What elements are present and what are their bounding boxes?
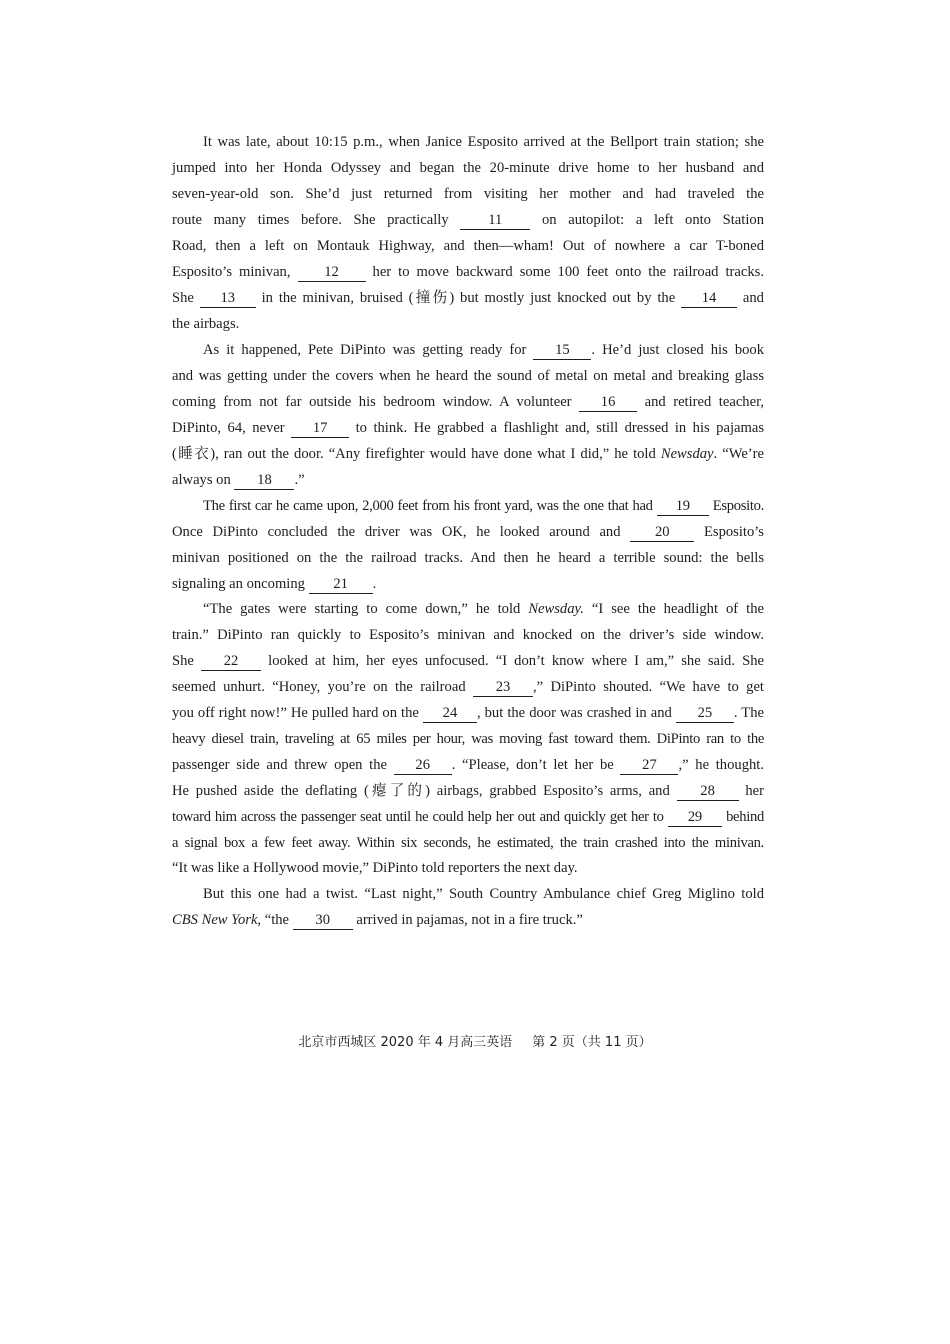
text-line (172, 833, 764, 853)
blank-13[interactable]: 13 (200, 290, 256, 308)
text-line (172, 729, 764, 749)
text-segment: Esposito’s (703, 524, 764, 540)
blank-29[interactable]: 29 (668, 809, 722, 827)
text-line (172, 677, 764, 697)
text-line (172, 625, 764, 645)
text-segment: train.” DiPinto ran quickly to Esposito’s minivan and knocked on the driver’s side window. (172, 627, 764, 643)
blank-16[interactable]: 16 (579, 394, 637, 412)
text-segment: signaling an oncoming (172, 576, 305, 592)
blank-21[interactable]: 21 (309, 576, 373, 594)
text-segment: “The gates were starting to come down,” he told (203, 601, 521, 617)
text-line (172, 781, 764, 801)
text-segment: “I see the headlight of the (591, 601, 764, 617)
text-segment: jumped into her Honda Odyssey and began the 20-minute drive home to her husband and (172, 160, 764, 176)
text-segment: Esposito. (712, 498, 764, 514)
text-line (203, 132, 764, 152)
text-segment: .” (294, 472, 305, 488)
blank-19[interactable]: 19 (657, 498, 709, 516)
blank-25[interactable]: 25 (676, 705, 734, 723)
blank-26[interactable]: 26 (394, 757, 452, 775)
text-line (172, 470, 764, 490)
text-segment: “It was like a Hollywood movie,” DiPinto told reporters the next day. (172, 860, 578, 876)
text-segment: passenger side and threw open the (172, 757, 387, 773)
text-line (172, 184, 764, 204)
text-line (172, 703, 764, 723)
text-line (172, 392, 764, 412)
text-line (172, 910, 764, 930)
page-number: 第 2 页（共 11 页） (532, 1035, 652, 1050)
blank-24[interactable]: 24 (423, 705, 477, 723)
text-line (172, 807, 764, 827)
text-segment: her (745, 783, 764, 799)
blank-12[interactable]: 12 (298, 264, 366, 282)
text-segment: , “the (257, 912, 290, 928)
text-line (172, 444, 764, 464)
text-segment: a signal box a few feet away. Within six seconds, he estimated, the train crashed into the minivan. (172, 835, 764, 851)
text-line (172, 651, 764, 671)
text-line (172, 288, 764, 308)
text-segment: the airbags. (172, 316, 240, 332)
text-segment: She (172, 290, 194, 306)
blank-23[interactable]: 23 (473, 679, 533, 697)
text-line (172, 548, 764, 568)
text-segment: and (742, 290, 764, 306)
publication-name: CBS New York (172, 912, 258, 928)
text-line (172, 755, 764, 775)
blank-17[interactable]: 17 (291, 420, 349, 438)
text-segment: her to move backward some 100 feet onto the railroad tracks. (372, 264, 764, 280)
text-segment: behind (726, 809, 764, 825)
text-segment: always on (172, 472, 231, 488)
text-segment: seven-year-old son. She’d just returned from visiting her mother and had traveled the (172, 186, 764, 202)
text-segment: (睡衣), ran out the door. “Any firefighter would have done what I did,” he told (172, 446, 656, 462)
text-segment: toward him across the passenger seat until he could help her out and quickly get her to (172, 809, 664, 825)
text-line (172, 522, 764, 542)
text-segment: . The (733, 705, 764, 721)
text-segment: . “We’re (713, 446, 765, 462)
text-line (172, 574, 764, 594)
text-line (172, 262, 764, 282)
text-line (172, 366, 764, 386)
text-segment: heavy diesel train, traveling at 65 miles per hour, was moving fast toward them. DiPinto ran to the (172, 731, 764, 747)
text-segment: coming from not far outside his bedroom window. A volunteer (172, 394, 572, 410)
text-segment: Esposito’s minivan, (172, 264, 291, 280)
text-line (172, 158, 764, 178)
text-segment: Once DiPinto concluded the driver was OK, he looked around and (172, 524, 621, 540)
blank-20[interactable]: 20 (630, 524, 694, 542)
text-segment: As it happened, Pete DiPinto was getting ready for (203, 342, 527, 358)
text-line (203, 496, 764, 516)
text-segment: . (372, 576, 377, 592)
text-segment: seemed unhurt. “Honey, you’re on the railroad (172, 679, 466, 695)
text-segment: route many times before. She practically (172, 212, 449, 228)
text-segment: in the minivan, bruised (撞伤) but mostly just knocked out by the (261, 290, 676, 306)
text-segment: minivan positioned on the the railroad tracks. And then he heard a terrible sound: the bells (172, 550, 764, 566)
publication-name: Newsday. (528, 601, 584, 617)
publication-name: Newsday (660, 446, 714, 462)
blank-30[interactable]: 30 (293, 912, 353, 930)
text-segment: The first car he came upon, 2,000 feet from his front yard, was the one that had (203, 498, 653, 514)
text-segment: and retired teacher, (644, 394, 764, 410)
blank-15[interactable]: 15 (533, 342, 591, 360)
text-line (172, 236, 764, 256)
blank-27[interactable]: 27 (620, 757, 678, 775)
blank-11[interactable]: 11 (460, 212, 530, 230)
text-segment: ,” he thought. (678, 757, 764, 773)
text-segment: She (172, 653, 194, 669)
text-segment: It was late, about 10:15 p.m., when Janice Esposito arrived at the Bellport train station; she (203, 134, 764, 150)
text-segment: ,” DiPinto shouted. “We have to get (532, 679, 764, 695)
text-segment: on autopilot: a left onto Station (541, 212, 764, 228)
text-segment: and was getting under the covers when he heard the sound of metal on metal and breaking glass (172, 368, 764, 384)
text-segment: DiPinto, 64, never (172, 420, 285, 436)
text-segment: , but the door was crashed in and (476, 705, 672, 721)
blank-22[interactable]: 22 (201, 653, 261, 671)
text-segment: . He’d just closed his book (591, 342, 765, 358)
text-line (172, 314, 764, 334)
text-segment: arrived in pajamas, not in a fire truck.” (356, 912, 583, 928)
text-line (172, 418, 764, 438)
blank-18[interactable]: 18 (234, 472, 294, 490)
blank-14[interactable]: 14 (681, 290, 737, 308)
text-segment: Road, then a left on Montauk Highway, and then—wham! Out of nowhere a car T-boned (172, 238, 764, 254)
blank-28[interactable]: 28 (677, 783, 739, 801)
text-line (172, 858, 764, 878)
page-footer (0, 1034, 950, 1052)
text-segment: He pushed aside the deflating (瘪了的) airbags, grabbed Esposito’s arms, and (172, 783, 670, 799)
text-line (172, 210, 764, 230)
text-line (203, 340, 764, 360)
text-segment: . “Please, don’t let her be (451, 757, 614, 773)
text-line (203, 884, 764, 904)
text-line (203, 599, 764, 619)
exam-title: 北京市西城区 2020 年 4 月高三英语 (298, 1035, 513, 1050)
text-segment: looked at him, her eyes unfocused. “I don’t know where I am,” she said. She (268, 653, 765, 669)
text-segment: you off right now!” He pulled hard on the (172, 705, 419, 721)
text-segment: to think. He grabbed a flashlight and, still dressed in his pajamas (355, 420, 765, 436)
text-segment: But this one had a twist. “Last night,” South Country Ambulance chief Greg Miglino told (203, 886, 764, 902)
